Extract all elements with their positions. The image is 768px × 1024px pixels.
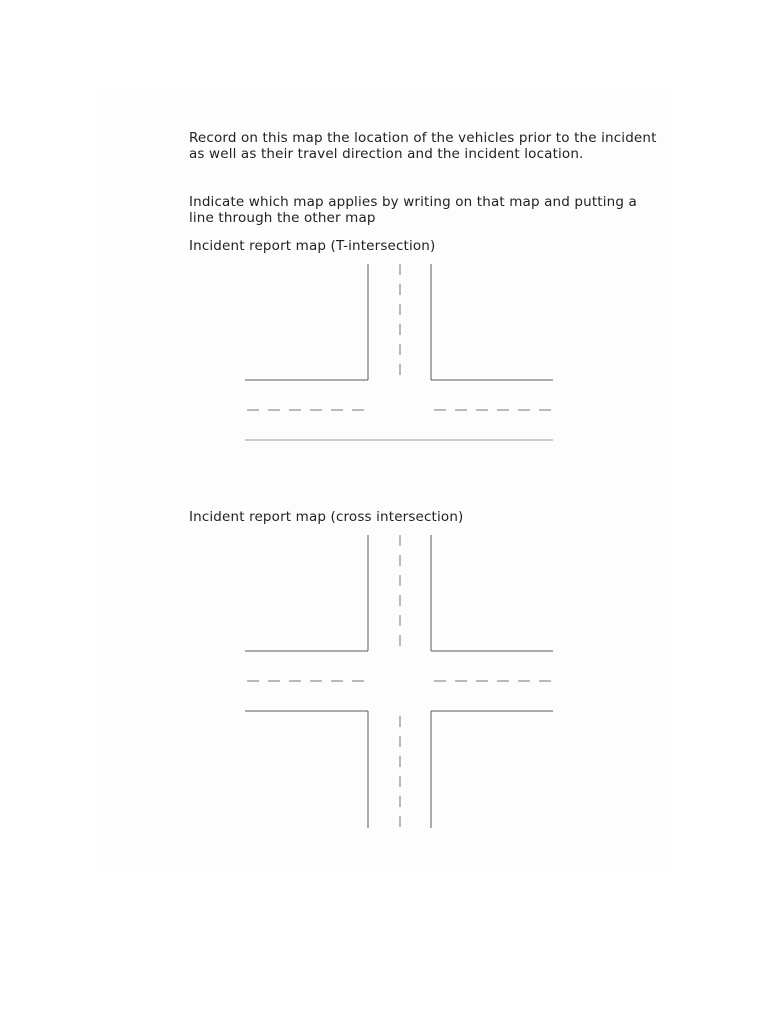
instruction-indicate: Indicate which map applies by writing on that map and putting a line through the other map xyxy=(189,194,637,226)
t-intersection-map-title: Incident report map (T-intersection) xyxy=(189,238,436,254)
cross-intersection-map-title: Incident report map (cross intersection) xyxy=(189,509,464,525)
instruction-record: Record on this map the location of the vehicles prior to the incident as well as their travel direction and the incident location. xyxy=(189,130,657,162)
